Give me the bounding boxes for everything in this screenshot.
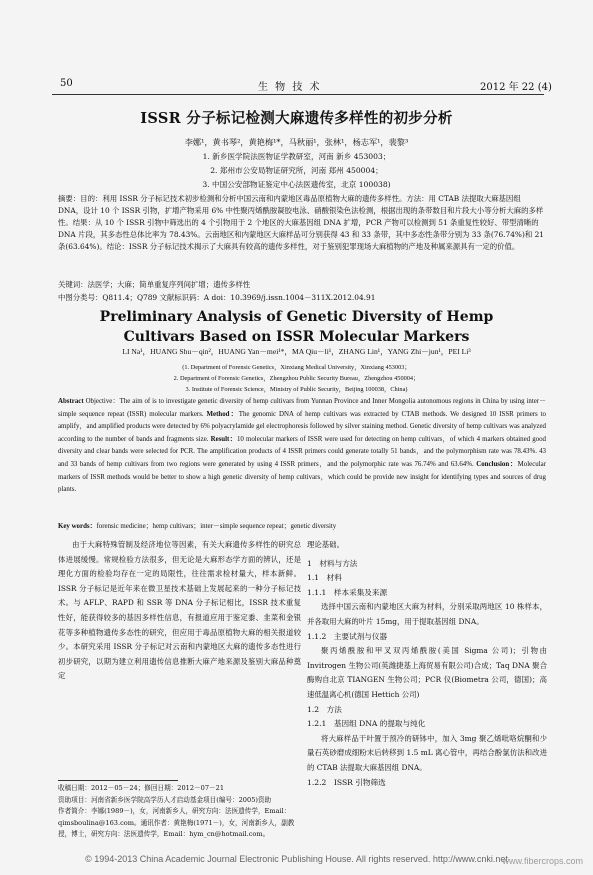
affiliation-cn-3: 3. 中国公安部物证鉴定中心法医遗传室，北京 100038) <box>202 180 391 189</box>
section-1-1-1-heading: 1.1.1 样本采集及来源 <box>307 587 388 597</box>
affiliation-cn-1: 1. 新乡医学院法医物证学教研室，河南 新乡 453003； <box>202 152 391 161</box>
section-1-1-2-heading: 1.1.2 主要试剂与仪器 <box>307 631 388 641</box>
footnotes <box>58 783 301 841</box>
section-1-2-heading: 1.2 方法 <box>307 704 342 714</box>
affiliation-en-2: 2. Department of Forensic Genetics，Zhengzhou Public Security Bureau，Zhengzhou 450004； <box>173 375 420 382</box>
body-left-column <box>58 538 301 684</box>
abstract-en <box>58 396 546 497</box>
body-intro-paragraph: 由于大麻特殊管制及经济地位等因素，有关大麻遗传多样性的研究总体进展缓慢。常规检验方法很多，但无论是大麻形态学方面的辨认，还是理化方面的检验均存在一定的局限性，往往需求检材量大，样本新鲜。ISSR 分子标记是近年来在微卫星技术基础上发展起来的一种分子标记技术。与 AFLP、RAPD 和 SSR 等 DNA 分子标记相比，ISSR 技术重复性好，能获得较多的基因多样性信息，有报道应用于鉴定黍、韭菜和金银花等多种植物遗传多态性的研究，但应用于毒品原植物大麻的相关报道较少。本研究采用 ISSR 分子标记对云南和内蒙地区大麻的遗传多态性进行初步研究，以期为建立利用遗传信息推断大麻产地来源及鉴别大麻品种奠定 <box>58 540 301 681</box>
section-1-2-1-text: 将大麻样品干叶置于预冷的研钵中，加入 3mg 聚乙烯吡咯烷酮和少量石英砂磨成细粉末后转移到 1.5 mL 离心管中，再结合酚氯仿法和改进的 CTAB 法提取大麻基因组 DNA。 <box>307 733 547 772</box>
abstract-result: 10 molecular markers of ISSR were used for detecting on hemp cultivars，of which 4 markers obtained good diversity and clear bands were selected for PCR. The amplification products of 4 ISSR primers could generate totally 51 bands，and the polymorphism rate was 78.43%. 43 and 33 bands of hemp cultivars from two regions were generated by using 4 ISSR primers，and the polymorphic rate was 76.74% and 63.64%. <box>58 435 546 468</box>
keywords-en-text: forensic medicine；hemp cultivars；inter－simple sequence repeat；genetic diversity <box>96 523 337 530</box>
section-1-heading: 1 材料与方法 <box>307 558 358 568</box>
footnote-rule <box>58 780 178 781</box>
section-1-1-2-text: 聚丙烯酰胺和甲叉双丙烯酰胺(美国 Sigma 公司)；引物由 Invitrogen 生物公司(英潍捷基上海贸易有限公司)合成；Taq DNA 聚合酶购自北京 TIANGEN 生物公司；PCR 仪(Biometra 公司，德国)；高速低温离心机(德国 Hettich 公司) <box>307 646 547 699</box>
footnote-received: 收稿日期：2012－05－24；修回日期：2012－07－21 <box>58 784 225 792</box>
journal-name: 生 物 技 术 <box>258 82 322 93</box>
page-number: 50 <box>60 78 73 89</box>
affiliation-en-3: 3. Institute of Forensic Science，Ministry of Public Security，Beijing 100038，China) <box>185 386 408 393</box>
abstract-cn: 摘要：目的：利用 ISSR 分子标记技术初步检测和分析中国云南和内蒙地区毒品原植物大麻的遗传多样性。方法：用 CTAB 法提取大麻基因组 DNA，设计 10 个 ISSR 引物，扩增产物采用 6% 中性聚丙烯酰胺凝胶电泳、硝酸银染色法检测，根据出现的条带数目和片段大小等分析大麻的多样性。结果：从 10 个 ISSR 引物中筛选出的 4 个引物用于 2 个地区的大麻基因组 DNA 扩增，PCR 产物可以检测到 51 条重复性较好、带型清晰的 DNA 片段，其多态性总体比率为 78.43%。云南地区和内蒙地区大麻样品可分别获得 43 和 33 条带，其中多态性条带分别为 33 条(76.74%)和 21 条(63.64%)。结论：ISSR 分子标记技术揭示了大麻具有较高的遗传多样性，对于鉴别犯罪现场大麻植物的产地及种属来源具有一定的价值。 <box>58 194 544 251</box>
footnote-funding: 资助项目：河南省新乡医学院高学历人才启动基金项目(编号：2005)资助 <box>58 795 272 804</box>
title-en-line-2: Cultivars Based on ISSR Molecular Markers <box>123 329 470 345</box>
affiliation-en-1: (1. Department of Forensic Genetics，Xinxiang Medical University，Xinxiang 453003； <box>182 364 411 371</box>
title-en-line-1: Preliminary Analysis of Genetic Diversity of Hemp <box>99 309 494 325</box>
keywords-en <box>58 521 546 534</box>
classification-line: 中图分类号：Q811.4；Q789 文献标识码：A doi：10.3969/j.issn.1004－311X.2012.04.91 <box>58 293 376 302</box>
affiliation-cn-2: 2. 郑州市公安局物证研究所，河南 郑州 450004； <box>210 166 383 175</box>
body-continuation: 理论基础。 <box>307 540 344 549</box>
abstract-label: Abstract <box>58 398 84 405</box>
section-1-2-1-heading: 1.2.1 基因组 DNA 的提取与纯化 <box>307 719 426 729</box>
watermark: www.fibercrops.com <box>502 856 583 866</box>
authors-cn: 李娜¹，黄书琴²，黄艳梅¹*，马秋丽¹，张林¹，杨志军¹，裴黎³ <box>184 137 409 147</box>
section-1-2-2-heading: 1.2.2 ISSR 引物筛选 <box>307 777 386 787</box>
footnote-authors: 作者简介：李娜(1989－)，女，河南新乡人，研究方向：法医遗传学，Email：qimsboulina@163.com。通讯作者：黄艳梅(1971－)，女，河南新乡人，副教授，博士，研究方向：法医遗传学，Email：hym_cn@hotmail.com。 <box>58 807 295 839</box>
abstract-objective: Objective：The aim of is to investigate genetic diversity of hemp cultivars from Yunnan Province and Inner Mongolia autonomous regions in China by using inter－simple sequence repeat (ISSR) molecular markers. <box>58 398 546 418</box>
copyright-footer: © 1994-2013 China Academic Journal Electronic Publishing House. All rights reserved. http://www.cnki.net <box>85 854 508 864</box>
keywords-cn: 关键词：法医学；大麻；简单重复序列间扩增；遗传多样性 <box>58 280 251 289</box>
abstract-method: The genomic DNA of hemp cultivars was extracted by CTAB methods. We designed 10 ISSR primers to amplify，and amplified products were detected by 6% polyacrylamide gel electrophoresis followed by silver staining method. Genetic diversity of hemp cultivars was analyzed according to the number of bands and fragments size. <box>58 410 546 443</box>
title-cn: ISSR 分子标记检测大麻遗传多样性的初步分析 <box>140 110 453 127</box>
method-label: Method： <box>203 410 239 418</box>
abstract-conclusion: Molecular markers of ISSR methods would be better to show a high genetic diversity of hemp cultivars，which could be provide new insight for identifying types and sources of drug plants. <box>58 460 546 494</box>
section-1-1-1-text: 选择中国云南和内蒙地区大麻为材料，分别采取两地区 10 株样本，并各取用大麻的叶片 15mg，用于提取基因组 DNA。 <box>307 602 547 626</box>
result-label: Result： <box>208 435 237 443</box>
authors-en: LI Na¹，HUANG Shu－qin²，HUANG Yan－mei¹*，MA Qiu－li¹，ZHANG Lin¹，YANG Zhi－jun¹，PEI Li³ <box>122 347 471 356</box>
keywords-en-label: Key words： <box>58 523 97 530</box>
body-right-column <box>307 538 547 790</box>
section-1-1-heading: 1.1 材料 <box>307 573 342 583</box>
conclusion-label: Conclusion： <box>473 460 518 468</box>
header-rule <box>52 94 544 95</box>
journal-issue: 2012 年 22 (4) <box>480 82 552 93</box>
